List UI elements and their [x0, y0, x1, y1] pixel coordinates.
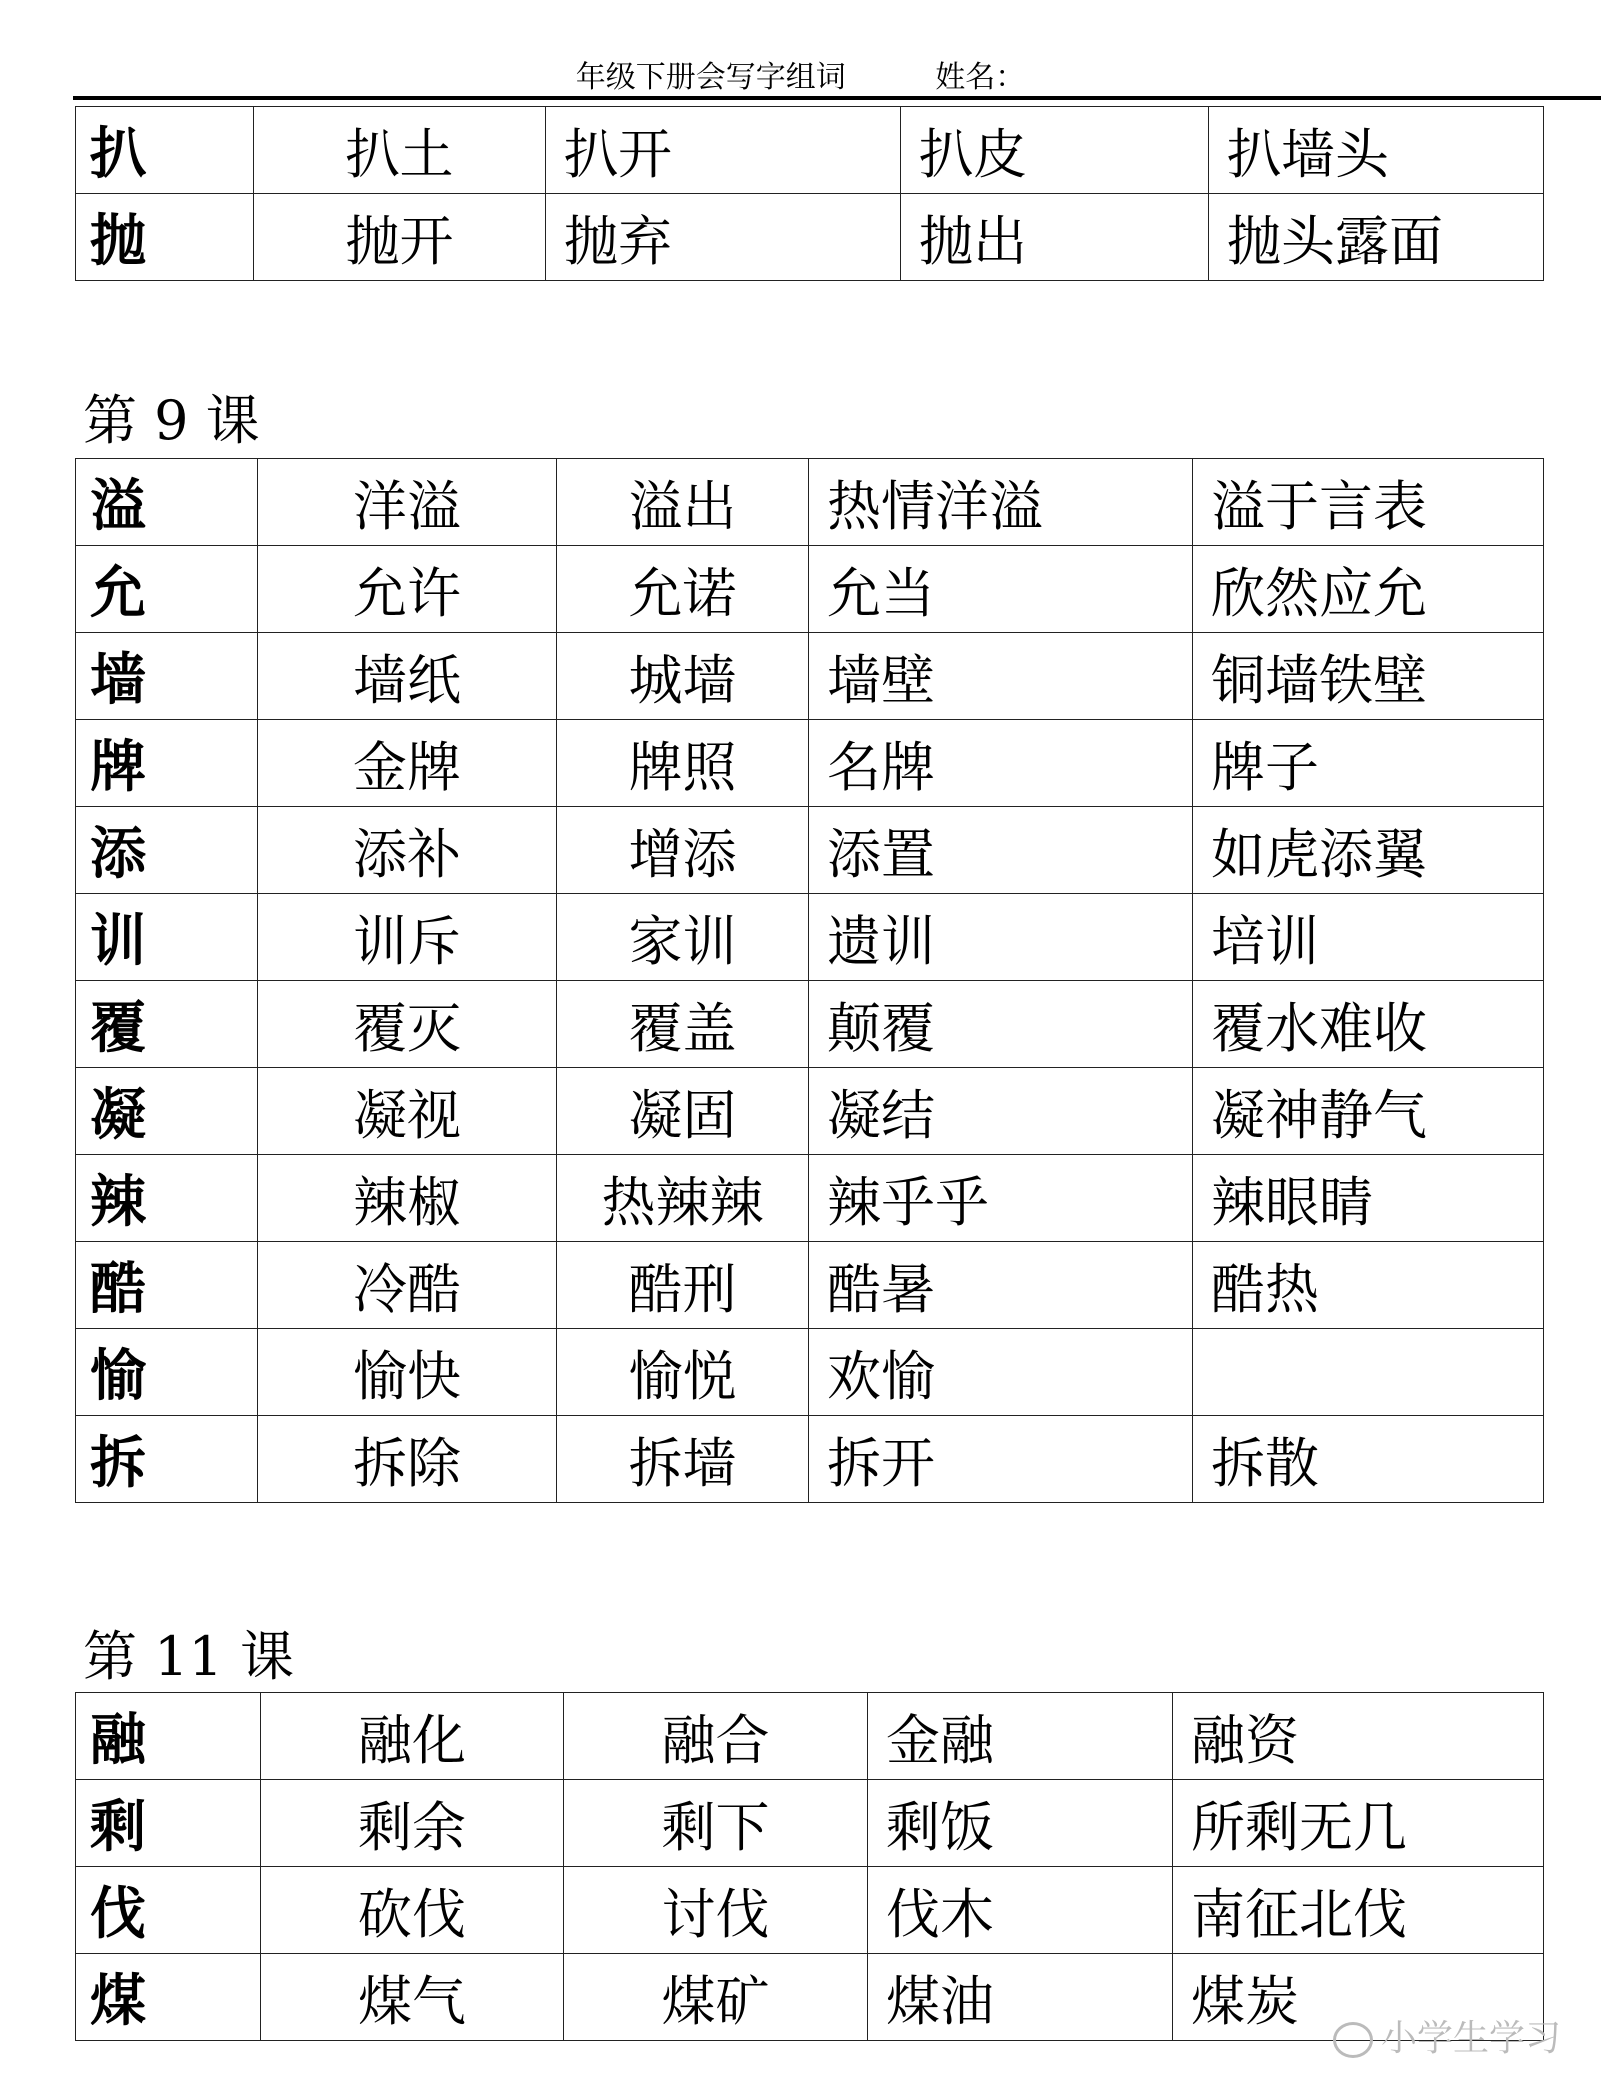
- word-cell: 融化: [261, 1693, 564, 1780]
- word-cell: 拆墙: [557, 1416, 809, 1503]
- word-cell: 溢出: [557, 459, 809, 546]
- word-cell: 牌照: [557, 720, 809, 807]
- word-cell: 剩饭: [868, 1780, 1173, 1867]
- word-cell: 热情洋溢: [809, 459, 1193, 546]
- character-cell: 扒: [76, 107, 254, 194]
- word-cell: 拆散: [1193, 1416, 1544, 1503]
- character-cell: 允: [76, 546, 258, 633]
- table-row: [76, 1780, 1544, 1867]
- word-cell: 热辣辣: [557, 1155, 809, 1242]
- character-cell: 溢: [76, 459, 258, 546]
- word-cell: 如虎添翼: [1193, 807, 1544, 894]
- watermark: 小学生学习: [1333, 2010, 1561, 2061]
- word-cell: 融资: [1173, 1693, 1544, 1780]
- word-cell: 酷暑: [809, 1242, 1193, 1329]
- character-cell: 拆: [76, 1416, 258, 1503]
- table-row: [76, 1242, 1544, 1329]
- table-row: [76, 894, 1544, 981]
- table-lesson-11: [75, 1692, 1544, 2041]
- word-cell: 凝视: [258, 1068, 557, 1155]
- word-cell: 铜墙铁壁: [1193, 633, 1544, 720]
- word-cell: 抛出: [901, 194, 1209, 281]
- word-cell: 凝固: [557, 1068, 809, 1155]
- table-row: [76, 1068, 1544, 1155]
- word-cell: 煤矿: [564, 1954, 868, 2041]
- word-cell: 酷刑: [557, 1242, 809, 1329]
- word-cell: 砍伐: [261, 1867, 564, 1954]
- word-cell: 拆开: [809, 1416, 1193, 1503]
- table-row: [76, 981, 1544, 1068]
- character-cell: 愉: [76, 1329, 258, 1416]
- word-cell: 剩余: [261, 1780, 564, 1867]
- word-cell: 洋溢: [258, 459, 557, 546]
- character-cell: 牌: [76, 720, 258, 807]
- worksheet-title: 年级下册会写字组词: [575, 60, 846, 95]
- word-cell: 欢愉: [809, 1329, 1193, 1416]
- table-intro: [75, 106, 1544, 281]
- character-cell: 抛: [76, 194, 254, 281]
- table-row: [76, 459, 1544, 546]
- word-cell: 覆水难收: [1193, 981, 1544, 1068]
- table-row: [76, 107, 1544, 194]
- word-cell: 抛开: [254, 194, 546, 281]
- table-row: [76, 194, 1544, 281]
- table-row: [76, 1155, 1544, 1242]
- character-cell: 融: [76, 1693, 261, 1780]
- word-cell: 颠覆: [809, 981, 1193, 1068]
- word-cell: 讨伐: [564, 1867, 868, 1954]
- word-cell: 家训: [557, 894, 809, 981]
- word-cell: 融合: [564, 1693, 868, 1780]
- word-cell: 添补: [258, 807, 557, 894]
- table-row: [76, 807, 1544, 894]
- word-cell: 愉悦: [557, 1329, 809, 1416]
- word-cell: 金牌: [258, 720, 557, 807]
- character-cell: 辣: [76, 1155, 258, 1242]
- word-cell: [1193, 1329, 1544, 1416]
- word-cell: 覆盖: [557, 981, 809, 1068]
- table-row: [76, 546, 1544, 633]
- word-cell: 城墙: [557, 633, 809, 720]
- lesson-9-title: 第 9 课: [83, 389, 260, 452]
- word-cell: 凝结: [809, 1068, 1193, 1155]
- word-cell: 拆除: [258, 1416, 557, 1503]
- name-label: 姓名：: [935, 60, 1026, 95]
- character-cell: 训: [76, 894, 258, 981]
- character-cell: 凝: [76, 1068, 258, 1155]
- word-cell: 扒皮: [901, 107, 1209, 194]
- character-cell: 伐: [76, 1867, 261, 1954]
- word-cell: 抛弃: [546, 194, 901, 281]
- word-cell: 允当: [809, 546, 1193, 633]
- word-cell: 伐木: [868, 1867, 1173, 1954]
- word-cell: 名牌: [809, 720, 1193, 807]
- word-cell: 冷酷: [258, 1242, 557, 1329]
- wechat-icon: [1333, 2022, 1373, 2058]
- character-cell: 覆: [76, 981, 258, 1068]
- table-row: [76, 1867, 1544, 1954]
- word-cell: 南征北伐: [1173, 1867, 1544, 1954]
- word-cell: 增添: [557, 807, 809, 894]
- character-cell: 墙: [76, 633, 258, 720]
- word-cell: 训斥: [258, 894, 557, 981]
- table-row: [76, 720, 1544, 807]
- word-cell: 剩下: [564, 1780, 868, 1867]
- character-cell: 酷: [76, 1242, 258, 1329]
- word-cell: 允许: [258, 546, 557, 633]
- table-row: [76, 1693, 1544, 1780]
- table-row: [76, 1954, 1544, 2041]
- word-cell: 煤油: [868, 1954, 1173, 2041]
- lesson-11-title: 第 11 课: [83, 1625, 295, 1688]
- word-cell: 遗训: [809, 894, 1193, 981]
- word-cell: 辣乎乎: [809, 1155, 1193, 1242]
- word-cell: 辣眼睛: [1193, 1155, 1544, 1242]
- character-cell: 剩: [76, 1780, 261, 1867]
- word-cell: 扒墙头: [1209, 107, 1544, 194]
- word-cell: 煤炭: [1173, 1954, 1544, 2041]
- word-cell: 欣然应允: [1193, 546, 1544, 633]
- word-cell: 允诺: [557, 546, 809, 633]
- word-cell: 墙壁: [809, 633, 1193, 720]
- word-cell: 牌子: [1193, 720, 1544, 807]
- word-cell: 抛头露面: [1209, 194, 1544, 281]
- word-cell: 所剩无几: [1173, 1780, 1544, 1867]
- table-row: [76, 1416, 1544, 1503]
- word-cell: 添置: [809, 807, 1193, 894]
- word-cell: 墙纸: [258, 633, 557, 720]
- word-cell: 凝神静气: [1193, 1068, 1544, 1155]
- table-lesson-9: [75, 458, 1544, 1503]
- word-cell: 辣椒: [258, 1155, 557, 1242]
- word-cell: 扒土: [254, 107, 546, 194]
- word-cell: 酷热: [1193, 1242, 1544, 1329]
- table-row: [76, 633, 1544, 720]
- word-cell: 覆灭: [258, 981, 557, 1068]
- character-cell: 煤: [76, 1954, 261, 2041]
- word-cell: 培训: [1193, 894, 1544, 981]
- word-cell: 愉快: [258, 1329, 557, 1416]
- word-cell: 扒开: [546, 107, 901, 194]
- header-rule: [73, 96, 1601, 100]
- table-row: [76, 1329, 1544, 1416]
- word-cell: 金融: [868, 1693, 1173, 1780]
- word-cell: 煤气: [261, 1954, 564, 2041]
- word-cell: 溢于言表: [1193, 459, 1544, 546]
- character-cell: 添: [76, 807, 258, 894]
- page-header: [0, 52, 1601, 96]
